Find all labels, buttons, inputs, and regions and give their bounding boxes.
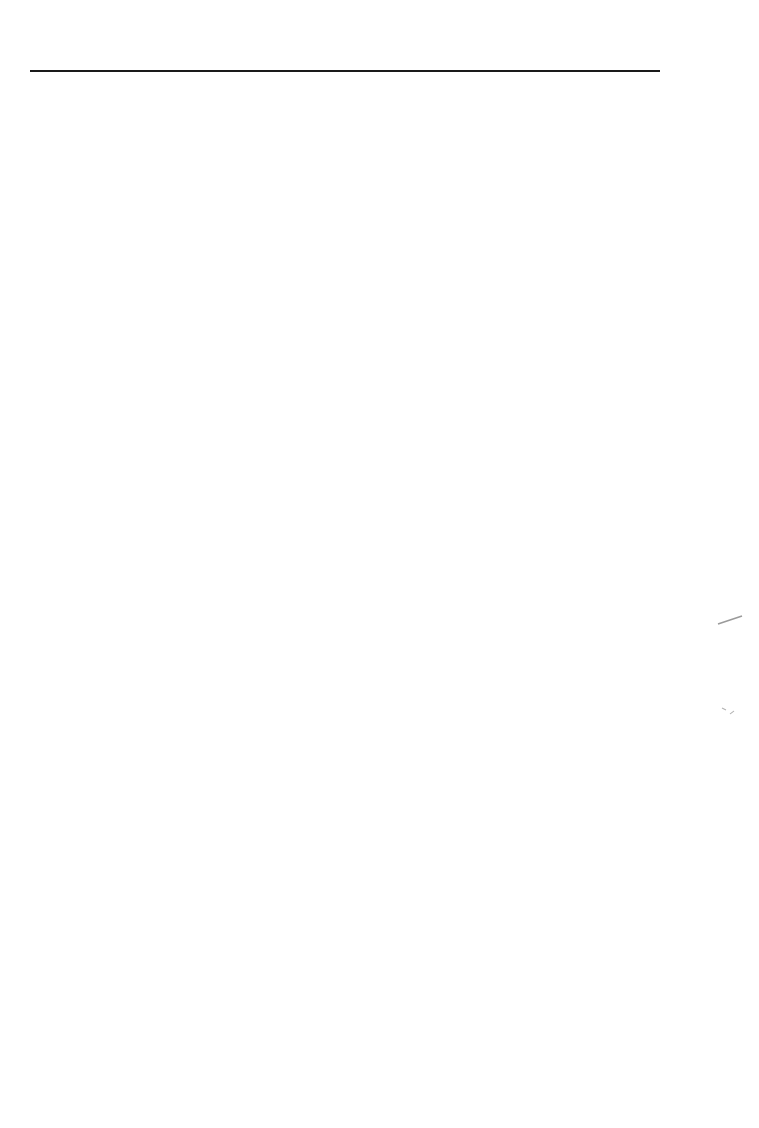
running-header	[30, 40, 660, 72]
section-heading	[0, 475, 759, 497]
scan-mark	[712, 612, 752, 732]
